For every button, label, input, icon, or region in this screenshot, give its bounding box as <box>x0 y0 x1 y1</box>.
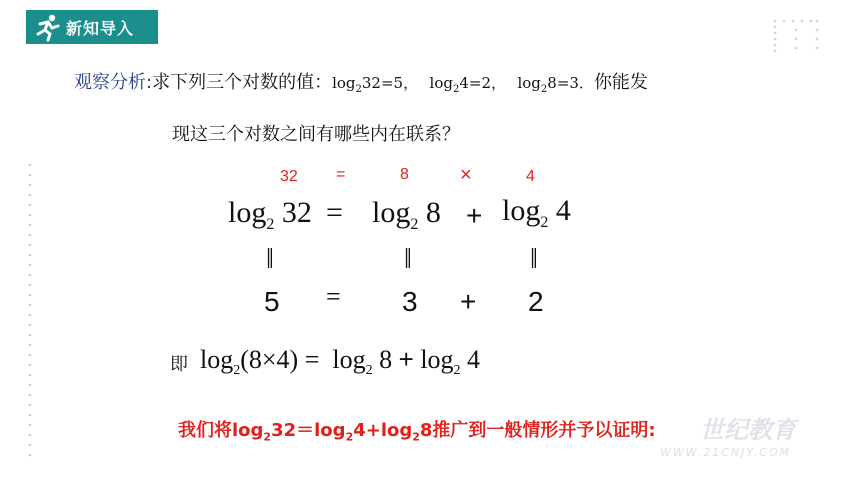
annot-times: × <box>460 164 472 186</box>
eq-term-log4: $\log_2 4$ <box>502 194 571 231</box>
value-3: 3 <box>402 286 418 317</box>
eq-term-log8: $\log_2 8$ <box>372 196 441 233</box>
decorative-dot-column <box>28 160 32 460</box>
value-plus: + <box>460 286 477 317</box>
section-header <box>26 10 158 44</box>
generalize-statement: 我们将$\log_232=\log_24+\log_28$推广到一般情形并予以证明: <box>178 420 656 444</box>
ji-label: 即 <box>170 354 188 375</box>
value-2: 2 <box>528 286 544 317</box>
bar-1: ‖ <box>266 244 274 275</box>
runner-icon <box>32 12 62 42</box>
eq-plus: + <box>466 200 483 231</box>
eq-equals: = <box>326 196 343 229</box>
annot-equals: = <box>336 166 346 183</box>
intro-text: 求下列三个对数的值： <box>152 72 333 93</box>
intro-lead: 观察分析: <box>74 72 153 93</box>
intro-line <box>74 68 648 95</box>
intro-tail: 你能发 <box>593 72 648 93</box>
intro-log2: $\log_24=2$， <box>429 74 507 95</box>
annot-4: 4 <box>526 168 535 185</box>
bar-2: ‖ <box>404 244 412 275</box>
intro-log3: $\log_28=3$． <box>517 74 594 95</box>
annot-32: 32 <box>280 168 298 185</box>
annot-8: 8 <box>400 166 409 183</box>
bar-3: ‖ <box>530 244 538 275</box>
header-title: 新知导入 <box>66 18 135 38</box>
intro-line-2: 现这三个对数之间有哪些内在联系？ <box>172 124 460 145</box>
watermark-logo: 世纪教育 <box>700 416 796 444</box>
decorative-dots <box>772 18 820 54</box>
value-equals: = <box>326 282 341 311</box>
value-5: 5 <box>264 286 280 317</box>
product-formula: $\log_2(8\times 4) = \log_2 8 + \log_2 4$ <box>200 344 481 379</box>
intro-log1: $\log_232=5$， <box>332 74 419 95</box>
watermark-url: WWW.21CNJY.COM <box>660 446 792 459</box>
eq-term-log32: $\log_2 32$ <box>228 196 312 233</box>
